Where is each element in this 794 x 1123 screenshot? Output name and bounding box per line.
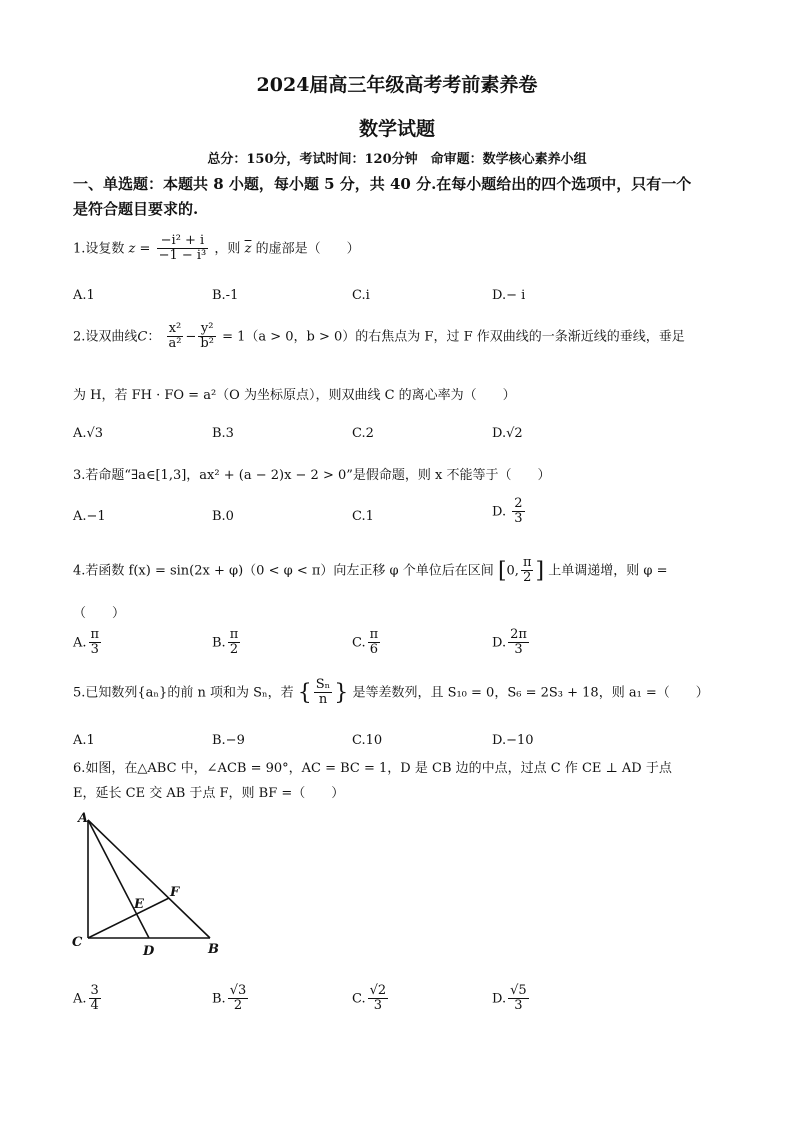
q4-option-d-den: 3 (514, 642, 523, 658)
q4-text: 4.若函数 f(x) = sin(2x + φ)（0 < φ < π）向左正移 φ 个单位后在区间 (73, 563, 494, 579)
q5-option-c: C.10 (352, 733, 383, 748)
q4-option-a-num: π (90, 627, 100, 642)
q4-option-b-label: B. (212, 635, 226, 651)
q3-option-d-label: D. (492, 504, 507, 520)
q1-option-b: B.-1 (212, 288, 239, 303)
q2-option-d: D.√2 (492, 426, 523, 441)
section-heading-line2: 是符合题目要求的. (73, 200, 199, 218)
q6-option-d-num: √5 (510, 983, 527, 998)
q4-option-c-frac (368, 628, 381, 658)
question-2-line1 (73, 322, 685, 352)
q4-option-c-num: π (369, 627, 379, 642)
question-4-line2: （ ） (73, 606, 126, 621)
q2-option-a: A.√3 (73, 426, 104, 441)
q4-option-d-num: 2π (510, 627, 527, 642)
q4-option-b (212, 628, 242, 658)
q5-frac-den: n (318, 692, 328, 708)
q4-interval-den: 2 (523, 570, 532, 586)
question-4-line1 (73, 556, 667, 586)
q6-option-b (212, 984, 250, 1014)
q6-option-a-den: 4 (90, 998, 99, 1014)
segment-ad (88, 820, 149, 938)
q1-text: ，则 (214, 241, 241, 257)
question-5 (73, 678, 709, 708)
q1-denominator: −1 − i³ (158, 248, 207, 264)
q2-frac-y-num: y² (198, 322, 216, 337)
q6-option-d (492, 984, 531, 1014)
q5-option-b: B.−9 (212, 733, 245, 748)
q4-interval-frac (521, 556, 534, 586)
subject-title: 数学试题 (358, 118, 435, 140)
q3-option-d (492, 497, 527, 527)
q2-frac-x (167, 322, 184, 352)
q5-brace-open: { (297, 680, 312, 706)
q6-option-a (73, 984, 103, 1014)
q3-option-d-num: 2 (514, 496, 523, 511)
q4-interval-left: 0, (506, 563, 519, 579)
q4-option-d-frac (508, 628, 529, 658)
q2-text: = 1（a > 0，b > 0）的右焦点为 F，过 F 作双曲线的一条渐近线的垂线，垂足 (222, 329, 685, 345)
q4-bracket-close: ] (535, 558, 545, 584)
q3-option-d-den: 3 (514, 511, 523, 527)
q6-option-c-frac (368, 984, 389, 1014)
q2-minus: − (185, 329, 197, 345)
segment-ab (88, 820, 210, 938)
q4-option-d (492, 628, 531, 658)
q1-zbar: $\overline{z}$ (244, 241, 252, 257)
question-2-line2: 为 H，若 FH · FO = a²（O 为坐标原点），则双曲线 C 的离心率为（ ） (73, 388, 516, 403)
q2-frac-x-den: a² (168, 336, 182, 352)
q6-option-b-den: 2 (233, 998, 243, 1014)
label-b: B (208, 942, 219, 957)
exam-meta: 总分：150分，考试时间：120分钟 命审题：数学核心素养小组 (207, 152, 587, 167)
q6-option-d-den: 3 (514, 998, 523, 1014)
q6-option-c-den: 3 (373, 998, 383, 1014)
q2-curve-name: C (137, 329, 148, 345)
section-heading-line1: 一、单选题：本题共 8 小题，每小题 5 分，共 40 分.在每小题给出的四个选项中，只有一个 (73, 175, 692, 193)
question-1: 1.设复数 z = $\frac{\text{−i² + i}}{\text{−1 − i³}}$ ，则 $\overline{z}$ 的虚部是（ ） (73, 233, 360, 264)
q6-option-b-num: √3 (229, 983, 247, 998)
q1-option-c: C.i (352, 288, 370, 303)
q4-option-a-den: 3 (90, 642, 99, 658)
q4-option-a-label: A. (73, 635, 87, 651)
exam-title: 2024届高三年级高考考前素养卷 (256, 74, 538, 96)
q5-option-d: D.−10 (492, 733, 534, 748)
q4-option-c-label: C. (352, 635, 366, 651)
q1-tail: 的虚部是（ ） (255, 241, 360, 257)
label-a: A (78, 811, 89, 826)
q3-option-a: A.−1 (73, 509, 106, 524)
question-3: 3.若命题“∃a∈[1,3]，ax² + (a − 2)x − 2 > 0”是假命题，则 x 不能等于（ ） (73, 468, 551, 483)
label-c: C (72, 935, 83, 950)
q6-option-b-label: B. (212, 991, 226, 1007)
segment-cf (88, 898, 169, 938)
label-d: D (143, 944, 155, 959)
q3-option-c: C.1 (352, 509, 374, 524)
q6-option-d-frac (508, 984, 529, 1014)
q6-option-c (352, 984, 390, 1014)
label-f: F (170, 885, 180, 900)
q4-option-a-frac (89, 628, 102, 658)
q4-option-a (73, 628, 103, 658)
q6-option-c-num: √2 (369, 983, 387, 998)
q5-text-tail: 是等差数列，且 S₁₀ = 0，S₆ = 2S₃ + 18，则 a₁ =（ ） (352, 685, 709, 701)
label-e: E (134, 897, 144, 912)
q6-option-a-num: 3 (90, 983, 99, 998)
q1-numerator: −i² + i (157, 234, 209, 249)
q2-frac-y-den: b² (200, 336, 214, 352)
q5-brace-close: } (334, 680, 349, 706)
q5-fraction (314, 678, 333, 708)
q4-option-b-den: 2 (229, 642, 239, 658)
q2-prefix: 2.设双曲线 (73, 329, 138, 345)
q6-option-a-frac (89, 984, 101, 1014)
q5-text: 5.已知数列{aₙ}的前 n 项和为 Sₙ，若 (73, 685, 294, 701)
q2-option-c: C.2 (352, 426, 374, 441)
question-6-line1: 6.如图，在△ABC 中，∠ACB = 90°，AC = BC = 1，D 是 CB 边的中点，过点 C 作 CE ⊥ AD 于点 (73, 761, 672, 776)
q4-interval-num: π (522, 555, 532, 570)
q2-frac-y (198, 322, 216, 352)
q1-option-d: D.− i (492, 288, 526, 303)
q4-option-c (352, 628, 382, 658)
q6-option-d-label: D. (492, 991, 507, 1007)
q4-option-c-den: 6 (369, 642, 379, 658)
q5-option-a: A.1 (73, 733, 95, 748)
q4-bracket-open: [ (497, 558, 507, 584)
q1-option-a: A.1 (73, 288, 95, 303)
q3-option-d-fraction (512, 497, 524, 527)
q6-option-a-label: A. (73, 991, 87, 1007)
q4-option-b-num: π (229, 627, 239, 642)
q1-fraction (157, 234, 209, 264)
triangle-figure (68, 808, 228, 960)
q6-option-c-label: C. (352, 991, 366, 1007)
q4-option-d-label: D. (492, 635, 507, 651)
q2-colon: ： (147, 329, 161, 345)
q6-option-b-frac (228, 984, 249, 1014)
q4-text-tail: 上单调递增，则 φ = (548, 563, 668, 579)
q4-option-b-frac (228, 628, 241, 658)
q2-option-b: B.3 (212, 426, 234, 441)
q5-frac-num: Sₙ (315, 677, 331, 692)
q3-option-b: B.0 (212, 509, 234, 524)
question-6-line2: E，延长 CE 交 AB 于点 F，则 BF =（ ） (73, 786, 345, 801)
q1-prefix: 1.设复数 (73, 241, 125, 257)
q2-frac-x-num: x² (167, 322, 184, 337)
